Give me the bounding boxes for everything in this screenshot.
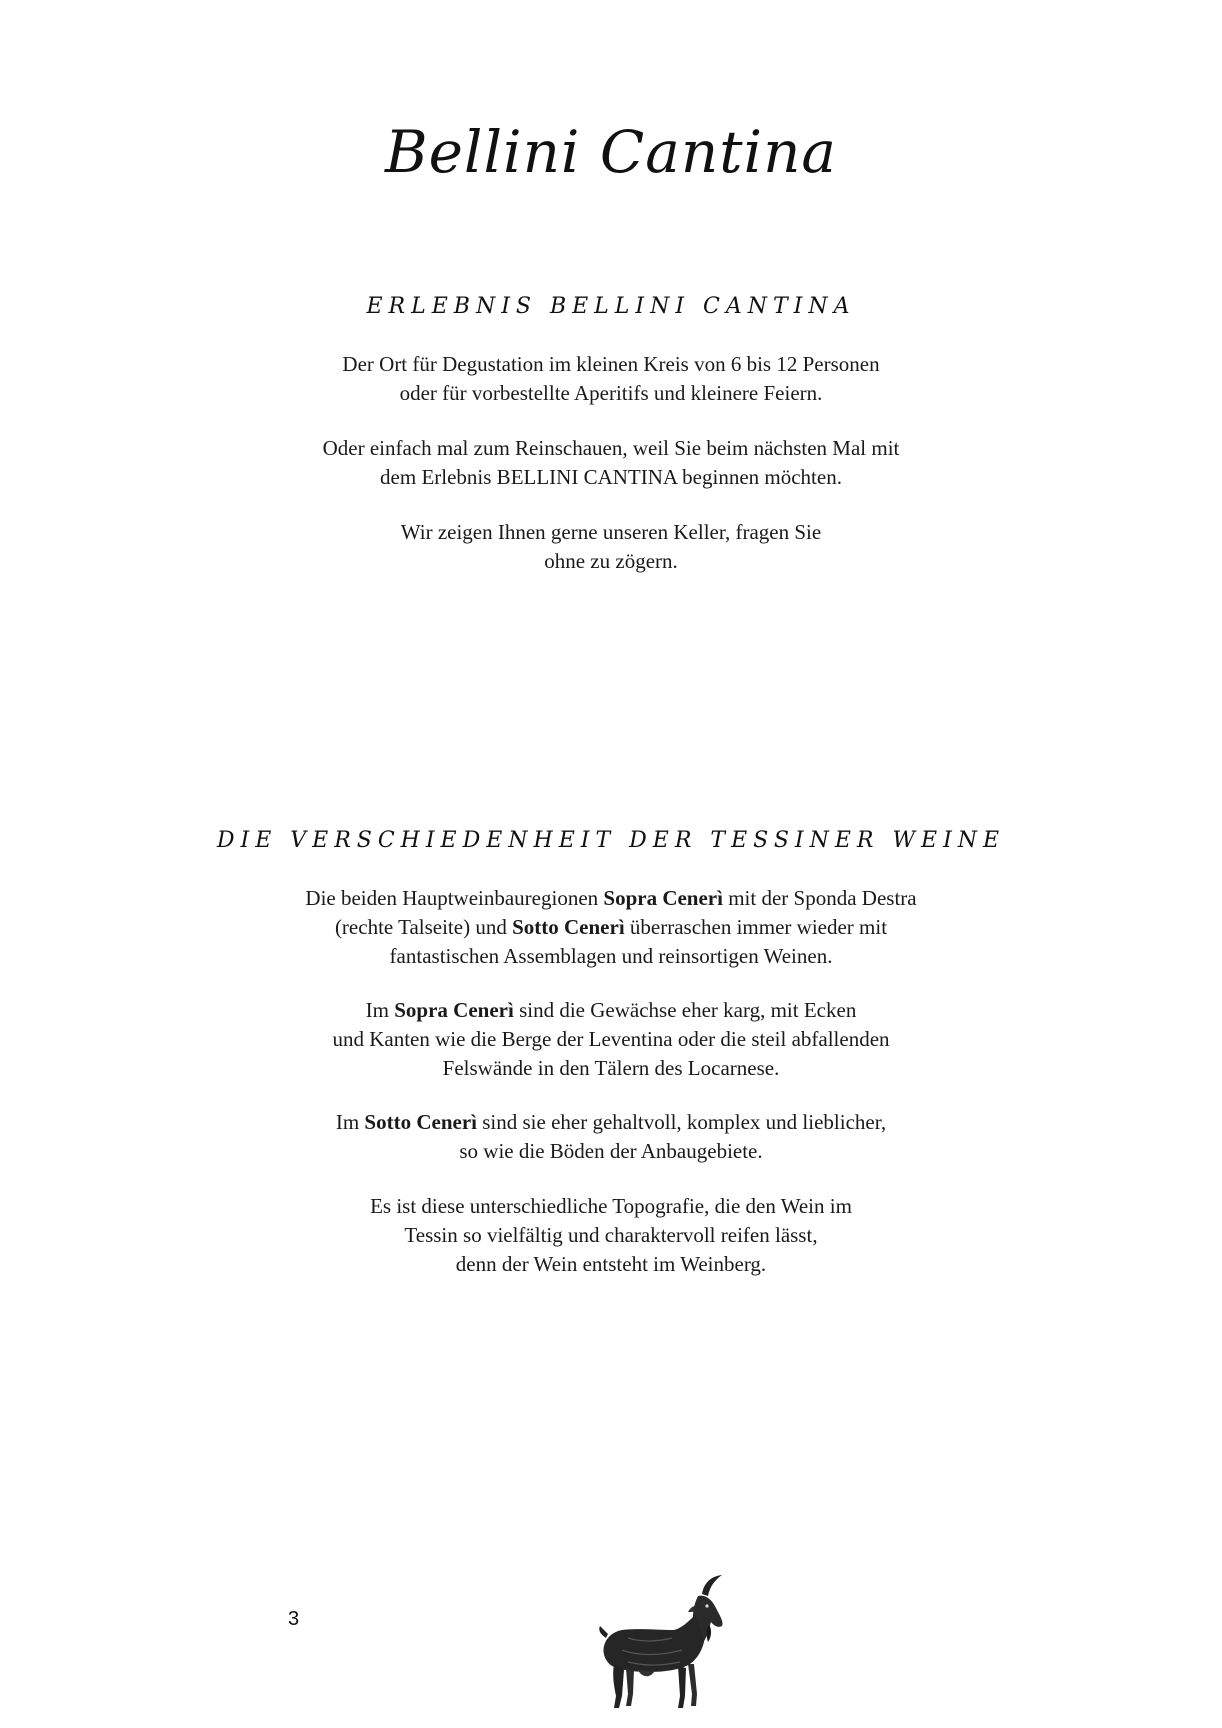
text-run: Die beiden Hauptweinbauregionen xyxy=(305,886,604,910)
text-run: Im xyxy=(365,998,395,1022)
region-sopra-ceneri: Sopra Cenerì xyxy=(394,998,514,1022)
paragraph-degustation xyxy=(0,350,1222,408)
text-run: (rechte Talseite) und xyxy=(334,915,513,939)
text-line xyxy=(0,1108,1222,1137)
text-run: mit der Sponda Destra xyxy=(722,886,917,910)
page-number: 3 xyxy=(288,1608,300,1630)
paragraph-sotto-ceneri xyxy=(0,1108,1222,1166)
paragraph-hauptweinbauregionen xyxy=(0,884,1222,971)
region-sotto-ceneri: Sotto Cenerì xyxy=(512,915,625,939)
paragraph-sopra-ceneri xyxy=(0,996,1222,1083)
text-line: Wir zeigen Ihnen gerne unseren Keller, fragen Sie xyxy=(400,520,822,544)
text-line: oder für vorbestellte Aperitifs und kleinere Feiern. xyxy=(399,381,823,405)
text-run: sind sie eher gehaltvoll, komplex und lieblicher, xyxy=(476,1110,887,1134)
text-line: und Kanten wie die Berge der Leventina oder die steil abfallenden xyxy=(332,1027,890,1051)
section-heading-verschiedenheit: DIE VERSCHIEDENHEIT DER TESSINER WEINE xyxy=(216,828,1006,853)
text-line xyxy=(0,996,1222,1025)
goat-illustration xyxy=(598,1572,736,1714)
text-line: Tessin so vielfältig und charaktervoll reifen lässt, xyxy=(404,1223,818,1247)
text-line: Es ist diese unterschiedliche Topografie, die den Wein im xyxy=(370,1194,852,1218)
text-run: überraschen immer wieder mit xyxy=(624,915,888,939)
text-run: sind die Gewächse eher karg, mit Ecken xyxy=(513,998,857,1022)
paragraph-topografie xyxy=(0,1192,1222,1279)
text-line: dem Erlebnis BELLINI CANTINA beginnen möchten. xyxy=(380,465,842,489)
text-run: Im xyxy=(335,1110,365,1134)
region-sopra-ceneri: Sopra Cenerì xyxy=(603,886,723,910)
text-line: Oder einfach mal zum Reinschauen, weil Sie beim nächsten Mal mit xyxy=(322,436,900,460)
region-sotto-ceneri: Sotto Cenerì xyxy=(364,1110,477,1134)
section-heading-erlebnis: ERLEBNIS BELLINI CANTINA xyxy=(366,294,856,319)
text-line: Felswände in den Tälern des Locarnese. xyxy=(442,1056,780,1080)
text-line xyxy=(0,913,1222,942)
text-line: Der Ort für Degustation im kleinen Kreis von 6 bis 12 Personen xyxy=(342,352,880,376)
text-line: denn der Wein entsteht im Weinberg. xyxy=(455,1252,767,1276)
text-line xyxy=(0,884,1222,913)
page-title: Bellini Cantina xyxy=(384,118,838,186)
paragraph-reinschauen xyxy=(0,434,1222,492)
text-line: fantastischen Assemblagen und reinsortigen Weinen. xyxy=(389,944,833,968)
text-line: so wie die Böden der Anbaugebiete. xyxy=(459,1139,763,1163)
paragraph-keller xyxy=(0,518,1222,576)
text-line: ohne zu zögern. xyxy=(544,549,678,573)
